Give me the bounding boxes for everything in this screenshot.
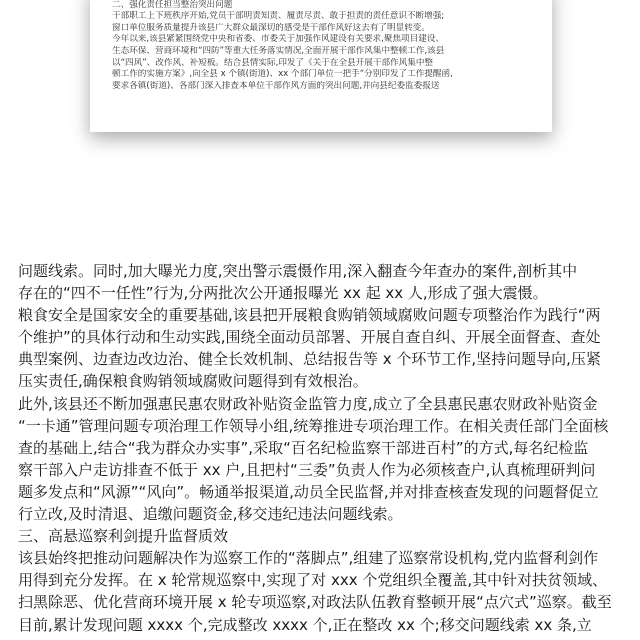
preview-line: 要求各镇(街道)、各部门深入排查本单位干部作风方面的突出问题,并向县纪委监委报送 <box>112 80 440 91</box>
body-line: 用得到充分发挥。在 x 轮常规巡察中,实现了对 xxx 个党组织全覆盖,其中针对扶贫领域、 <box>18 571 608 590</box>
body-line: 个维护”的具体行动和生动实践,围绕全面动员部署、开展自查自纠、开展全面督查、查处 <box>18 328 601 347</box>
body-line: 查的基础上,结合“我为群众办实事”,采取“百名纪检监察干部进百村”的方式,每名纪检监 <box>18 438 589 457</box>
preview-line: 生态环保、营商环境和“四防”等重大任务落实情况,全面开展干部作风集中整顿工作,该县 <box>112 45 445 56</box>
preview-line: 二、强化责任担当整治突出问题 <box>112 0 233 10</box>
body-line: “一卡通”管理问题专项治理工作领导小组,统筹推进专项治理工作。在相关责任部门全面核 <box>18 416 609 435</box>
body-line: 典型案例、边查边改边治、健全长效机制、总结报告等 x 个环节工作,坚持问题导向,压紧 <box>18 350 601 369</box>
body-line: 粮食安全是国家安全的重要基础,该县把开展粮食购销领域腐败问题专项整治作为践行“两 <box>18 306 601 325</box>
body-line: 压实责任,确保粮食购销领域腐败问题得到有效根治。 <box>18 372 368 391</box>
body-line: 目前,累计发现问题 xxxx 个,完成整改 xxxx 个,正在整改 xx 个;移交问题线索 xx 条,立 <box>18 615 592 634</box>
preview-line: 窗口单位服务质量提升该县广大群众最深切的感受是干部作风好这去有了明显转变。 <box>112 22 430 33</box>
preview-line: 今年以来,该县紧紧围绕党中央和省委、市委关于加强作风建设有关要求,聚焦项目建设、 <box>112 34 445 45</box>
section-heading: 三、高悬巡察利剑提升监督质效 <box>18 527 229 546</box>
body-line: 此外,该县还不断加强惠民惠农财政补贴资金监管力度,成立了全县惠民惠农财政补贴资金 <box>18 394 598 413</box>
preview-line: 顿工作的实施方案》,向全县 x 个镇(街道)、xx 个部门单位一把手“分别印发了工作提醒函, <box>112 69 453 80</box>
body-line: 问题线索。同时,加大曝光力度,突出警示震慑作用,深入翻查今年查办的案件,剖析其中 <box>18 262 578 280</box>
body-line: 察干部入户走访排查不低于 xx 户,且把村“三委”负责人作为必须核查户,认真梳理研判问 <box>18 460 596 479</box>
body-line: 存在的“四不一任性”行为,分两批次公开通报曝光 xx 起 xx 人,形成了强大震慑。 <box>18 284 548 303</box>
body-line: 行立改,及时清退、追缴问题资金,移交违纪违法问题线索。 <box>18 505 403 524</box>
body-line: 扫黑除恶、优化营商环境开展 x 轮专项巡察,对政法队伍教育整顿开展“点穴式”巡察。截至 <box>18 593 612 612</box>
preview-line: 以“四风”、改作风、补短板。结合县情实际,印发了《关于在全县开展干部作风集中整 <box>112 57 434 68</box>
body-line: 该县始终把推动问题解决作为巡察工作的“落脚点”,组建了巡察常设机构,党内监督利剑作 <box>18 549 599 568</box>
preview-text <box>112 0 532 92</box>
body-line: 题多发点和“风源”“风向”。畅通举报渠道,动员全民监督,并对排查核查发现的问题督促立 <box>18 482 599 501</box>
document-body <box>18 260 624 636</box>
preview-line: 干部职工上下班秩序开始,党员干部明责知责、履责尽责、敢于担责的责任意识不断增强; <box>112 11 445 22</box>
document-preview-card[interactable] <box>90 0 552 132</box>
